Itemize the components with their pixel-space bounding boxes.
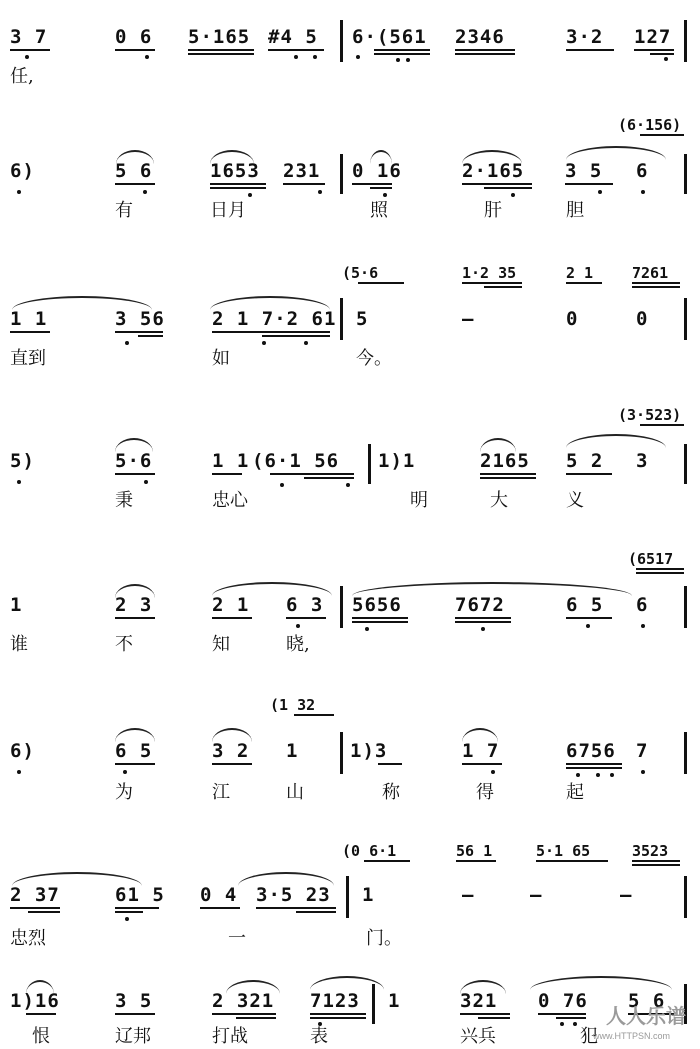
note-group: 5656 (352, 594, 402, 616)
underline (115, 763, 155, 765)
note-group: 5) (10, 450, 35, 472)
underline (632, 282, 680, 284)
bar-line (684, 876, 687, 918)
note-group: 2·165 (462, 160, 525, 182)
note-group: 6·(561 (352, 26, 427, 48)
lyric: 不 (115, 634, 133, 655)
underline (115, 183, 155, 185)
octave-dot (641, 770, 645, 774)
note-group: 3·5 23 (256, 884, 331, 906)
note-group: 3 56 (115, 308, 165, 330)
octave-dot (125, 917, 129, 921)
note-group: 61 5 (115, 884, 165, 906)
bar-line (340, 732, 343, 774)
intro-notes: 56 1 (456, 842, 493, 860)
underline (270, 473, 354, 475)
octave-dot (406, 58, 410, 62)
underline (480, 477, 536, 479)
underline (115, 1013, 155, 1015)
octave-dot (641, 624, 645, 628)
octave-dot (596, 773, 600, 777)
bar-line (340, 586, 343, 628)
octave-dot (573, 1022, 577, 1026)
note-group: 2 1 7·2 61 (212, 308, 337, 330)
note-group: 6756 (566, 740, 616, 762)
intro-notes: 1·2 35 (462, 264, 517, 282)
note-group: 5 6 (628, 990, 666, 1012)
intro-notes: (3·523) (618, 406, 682, 424)
underline (115, 907, 159, 909)
underline (115, 331, 163, 333)
note-group: (6·1 56 (252, 450, 340, 472)
underline (262, 335, 330, 337)
slur (566, 146, 666, 160)
underline (374, 53, 430, 55)
lyric: 明 (410, 490, 428, 511)
note-group: 2165 (480, 450, 530, 472)
note-group: 6 5 (115, 740, 153, 762)
lyric: 门。 (366, 928, 402, 949)
lyric: 起 (566, 782, 584, 803)
note-group: 127 (634, 26, 672, 48)
note-group: 6) (10, 160, 35, 182)
bar-line (684, 586, 687, 628)
octave-dot (248, 193, 252, 197)
lyric: 照 (370, 200, 388, 221)
intro-notes: 3523 (632, 842, 669, 860)
octave-dot (396, 58, 400, 62)
bar-line (684, 298, 687, 340)
intro-notes: (1 32 (270, 696, 316, 714)
slur (370, 150, 392, 164)
lyric: 晓, (286, 634, 310, 655)
octave-dot (511, 193, 515, 197)
intro-notes: 2 1 (566, 264, 594, 282)
lyric: 恨 (32, 1026, 50, 1047)
underline (115, 473, 155, 475)
note-group: 2 321 (212, 990, 275, 1012)
underline (636, 572, 684, 574)
note-group: 6 3 (286, 594, 324, 616)
note-group: 7 (636, 740, 649, 762)
note-group: 6 (636, 594, 649, 616)
lyric: 如 (212, 348, 230, 369)
underline (212, 331, 330, 333)
octave-dot (17, 190, 21, 194)
underline (286, 617, 326, 619)
octave-dot (481, 627, 485, 631)
octave-dot (304, 341, 308, 345)
octave-dot (280, 483, 284, 487)
note-group: 0 4 (200, 884, 238, 906)
octave-dot (17, 480, 21, 484)
lyric: 为 (115, 782, 133, 803)
underline (556, 1017, 586, 1019)
underline (210, 183, 266, 185)
note-group: 2 3 (115, 594, 153, 616)
octave-dot (356, 55, 360, 59)
lyric: 日月 (210, 200, 246, 221)
note-group: 1)3 (350, 740, 388, 762)
octave-dot (144, 480, 148, 484)
lyric: 山 (286, 782, 304, 803)
octave-dot (123, 770, 127, 774)
lyric: 大 (490, 490, 508, 511)
octave-dot (294, 55, 298, 59)
underline (115, 911, 143, 913)
underline (310, 1017, 366, 1019)
slur (210, 150, 254, 164)
slur (116, 150, 154, 164)
octave-dot (313, 55, 317, 59)
underline (462, 183, 532, 185)
lyric: 忠烈 (10, 928, 46, 949)
note-group: 1 1 (10, 308, 48, 330)
underline (358, 282, 404, 284)
octave-dot (125, 341, 129, 345)
note-group: 1 (388, 990, 401, 1012)
note-group: — (620, 884, 633, 906)
underline (455, 617, 511, 619)
lyric: 辽邦 (115, 1026, 151, 1047)
octave-dot (143, 190, 147, 194)
note-group: 1 (362, 884, 375, 906)
lyric: 有 (115, 200, 133, 221)
note-group: 0 76 (538, 990, 588, 1012)
underline (640, 424, 684, 426)
underline (28, 911, 60, 913)
underline (462, 763, 502, 765)
underline (640, 134, 684, 136)
lyric: 义 (566, 490, 584, 511)
bar-line (684, 154, 687, 194)
note-group: 1 7 (462, 740, 500, 762)
note-group: 2 37 (10, 884, 60, 906)
note-group: 3 7 (10, 26, 48, 48)
note-group: 0 6 (115, 26, 153, 48)
octave-dot (383, 193, 387, 197)
underline (200, 907, 240, 909)
note-group: 321 (460, 990, 498, 1012)
underline (536, 860, 608, 862)
intro-notes: 5·1 65 (536, 842, 591, 860)
intro-notes: (6·156) (618, 116, 682, 134)
underline (115, 617, 155, 619)
note-group: 5 (356, 308, 369, 330)
underline (566, 49, 614, 51)
note-group: 0 (636, 308, 649, 330)
note-group: 1 1 (212, 450, 250, 472)
bar-line (372, 984, 375, 1024)
underline (256, 907, 336, 909)
octave-dot (145, 55, 149, 59)
note-group: 3 5 (565, 160, 603, 182)
note-group: 1)1 (378, 450, 416, 472)
note-group: 3·2 (566, 26, 604, 48)
note-group: #4 5 (268, 26, 318, 48)
underline (462, 282, 522, 284)
note-group: 5·6 (115, 450, 153, 472)
octave-dot (664, 57, 668, 61)
intro-notes: (0 6·1 (342, 842, 397, 860)
lyric: 胆 (566, 200, 584, 221)
underline (632, 864, 680, 866)
slur (566, 434, 666, 448)
lyric: 得 (476, 782, 494, 803)
note-group: 3 (636, 450, 649, 472)
note-group: 6) (10, 740, 35, 762)
underline (650, 53, 674, 55)
bar-line (684, 20, 687, 62)
note-group: — (462, 308, 475, 330)
note-group: — (530, 884, 543, 906)
lyric: 肝 (484, 200, 502, 221)
octave-dot (598, 190, 602, 194)
underline (188, 49, 254, 51)
underline (138, 335, 163, 337)
note-group: 231 (283, 160, 321, 182)
intro-notes: 7261 (632, 264, 669, 282)
lyric: 直到 (10, 348, 46, 369)
note-group: 2346 (455, 26, 505, 48)
intro-notes: (6517 (628, 550, 674, 568)
octave-dot (491, 770, 495, 774)
octave-dot (610, 773, 614, 777)
underline (26, 1013, 56, 1015)
octave-dot (346, 483, 350, 487)
underline (478, 1017, 510, 1019)
lyric: 秉 (115, 490, 133, 511)
underline (566, 282, 602, 284)
lyric: 犯 (580, 1026, 598, 1047)
bar-line (684, 444, 687, 484)
note-group: 5·165 (188, 26, 251, 48)
underline (460, 1013, 510, 1015)
underline (484, 187, 532, 189)
underline (310, 1013, 366, 1015)
underline (634, 49, 674, 51)
underline (212, 763, 252, 765)
underline (566, 763, 622, 765)
bar-line (340, 154, 343, 194)
underline (10, 49, 50, 51)
note-group: 3 2 (212, 740, 250, 762)
underline (455, 53, 515, 55)
underline (115, 49, 155, 51)
watermark-url: www.HTTPSN.com (592, 1031, 670, 1041)
underline (480, 473, 536, 475)
octave-dot (586, 624, 590, 628)
lyric: 知 (212, 634, 230, 655)
underline (566, 767, 622, 769)
intro-notes: (5·6 (342, 264, 379, 282)
underline (294, 714, 334, 716)
octave-dot (641, 190, 645, 194)
note-group: 1653 (210, 160, 260, 182)
underline (632, 286, 680, 288)
octave-dot (25, 55, 29, 59)
note-group: 1 (286, 740, 299, 762)
bar-line (368, 444, 371, 484)
bar-line (340, 20, 343, 62)
note-group: 1)16 (10, 990, 60, 1012)
octave-dot (296, 624, 300, 628)
underline (455, 49, 515, 51)
underline (566, 473, 612, 475)
octave-dot (262, 341, 266, 345)
octave-dot (17, 770, 21, 774)
lyric: 打战 (212, 1026, 248, 1047)
underline (352, 621, 408, 623)
bar-line (684, 732, 687, 774)
bar-line (340, 298, 343, 340)
note-group: 0 (566, 308, 579, 330)
octave-dot (560, 1022, 564, 1026)
lyric: 今。 (356, 348, 392, 369)
underline (283, 183, 325, 185)
note-group: 1 (10, 594, 23, 616)
underline (10, 907, 60, 909)
underline (484, 286, 522, 288)
underline (352, 617, 408, 619)
bar-line (346, 876, 349, 918)
octave-dot (365, 627, 369, 631)
underline (268, 49, 324, 51)
note-group: 7123 (310, 990, 360, 1012)
underline (236, 1017, 276, 1019)
underline (210, 187, 266, 189)
note-group: 3 5 (115, 990, 153, 1012)
lyric: 谁 (10, 634, 28, 655)
underline (378, 763, 402, 765)
underline (188, 53, 254, 55)
note-group: 2 1 (212, 594, 250, 616)
underline (10, 331, 50, 333)
note-group: 7672 (455, 594, 505, 616)
note-group: 5 2 (566, 450, 604, 472)
slur (462, 150, 522, 164)
underline (370, 187, 392, 189)
underline (212, 473, 242, 475)
watermark-text: 人人乐谱 (606, 1006, 686, 1028)
note-group: — (462, 884, 475, 906)
lyric: 一 (228, 928, 246, 949)
lyric: 任, (10, 66, 34, 87)
underline (565, 183, 613, 185)
lyric: 江 (212, 782, 230, 803)
underline (296, 911, 336, 913)
underline (632, 860, 680, 862)
underline (364, 860, 410, 862)
note-group: 5 6 (115, 160, 153, 182)
underline (455, 621, 511, 623)
lyric: 称 (382, 782, 400, 803)
underline (212, 617, 252, 619)
underline (538, 1013, 586, 1015)
lyric: 忠心 (212, 490, 248, 511)
slur (530, 976, 672, 990)
note-group: 6 (636, 160, 649, 182)
octave-dot (576, 773, 580, 777)
underline (566, 617, 612, 619)
octave-dot (318, 190, 322, 194)
underline (304, 477, 354, 479)
note-group: 6 5 (566, 594, 604, 616)
underline (352, 183, 392, 185)
lyric: 表 (310, 1026, 328, 1047)
underline (212, 1013, 276, 1015)
underline (456, 860, 496, 862)
lyric: 兴兵 (460, 1026, 496, 1047)
underline (374, 49, 430, 51)
note-group: 0 16 (352, 160, 402, 182)
underline (636, 568, 684, 570)
